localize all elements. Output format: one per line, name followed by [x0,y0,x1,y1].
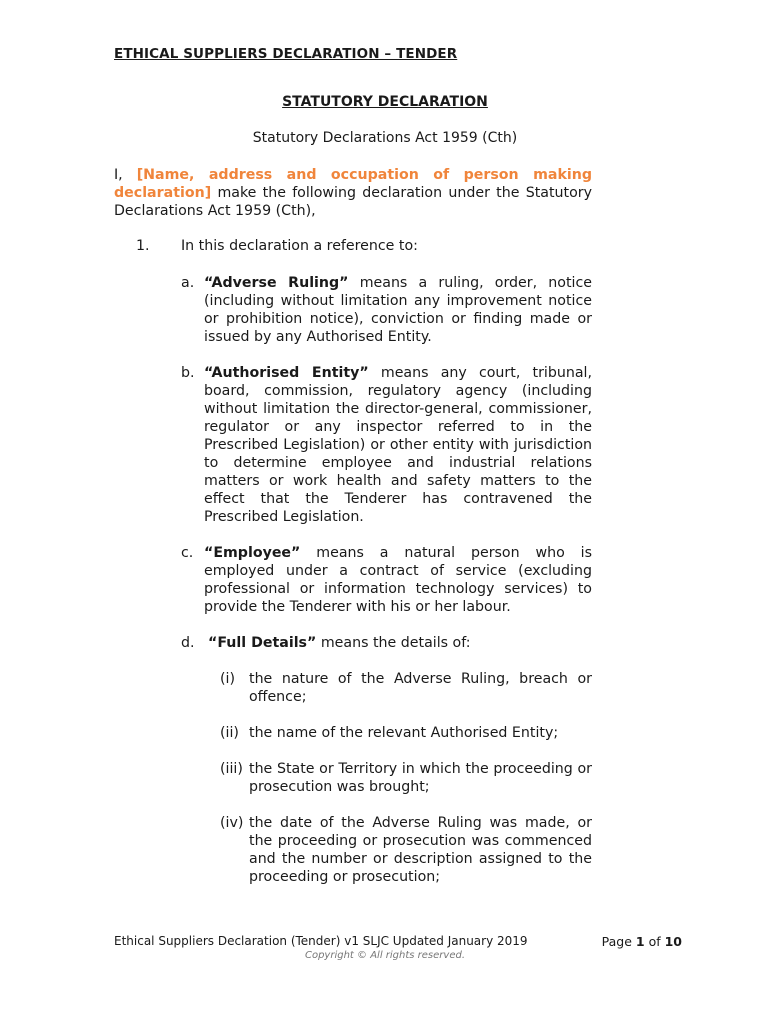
intro-prefix: I, [114,167,137,183]
page-current: 1 [635,934,645,949]
sub-item-number: (iii) [220,761,243,777]
page-title: STATUTORY DECLARATION [282,94,488,110]
sub-item-nature [220,670,592,706]
definition-full-details [181,634,592,652]
definition-term: “Employee” [204,545,301,561]
sub-item-number: (i) [220,671,236,687]
definition-label: b. [181,365,195,381]
declarant-placeholder[interactable]: [Name, address and occupation of person making declaration] [114,167,592,201]
definition-employee [181,544,592,616]
sub-item-text: the State or Territory in which the proceeding or prosecution was brought; [249,761,592,795]
sub-item-state [220,760,592,796]
intro-paragraph [114,166,592,220]
definition-text: means the details of: [316,635,471,651]
definition-term: “Adverse Ruling” [204,275,349,291]
definition-text: means any court, tribunal, board, commission, regulatory agency (including without limitation the director-general, commissioner, regulator or any inspector referred to in the Prescribed Legislation) or other entity with jurisdiction to determine employee and industrial relations matters or work health and safety matters to the effect that the Tenderer has contravened the Prescribed Legislation. [204,365,592,525]
clause-number: 1. [136,238,150,254]
copyright-notice: Copyright © All rights reserved. [304,950,465,961]
page-total: 10 [664,934,682,949]
sub-item-text: the date of the Adverse Ruling was made, or the proceeding or prosecution was commenced and the number or description assigned to the proceeding or prosecution; [249,815,592,885]
sub-item-text: the nature of the Adverse Ruling, breach or offence; [249,671,592,705]
definition-term: “Full Details” [208,635,317,651]
definition-adverse-ruling [181,274,592,346]
page-subtitle: Statutory Declarations Act 1959 (Cth) [252,130,518,146]
definition-label: a. [181,275,195,291]
definition-term: “Authorised Entity” [204,365,369,381]
definition-label: c. [181,545,194,561]
page-of: of [644,934,665,949]
intro-suffix: make the following declaration under the Statutory Declarations Act 1959 (Cth), [114,185,592,219]
page-number [602,934,682,949]
sub-item-number: (iv) [220,815,244,831]
page-prefix: Page [601,934,636,949]
sub-item-entity-name [220,724,592,742]
sub-item-number: (ii) [220,725,239,741]
definition-label: d. [181,635,195,651]
clause-text: In this declaration a reference to: [181,238,418,254]
definition-authorised-entity [181,364,592,526]
definition-text: means a ruling, order, notice (including without limitation any improvement notice or prohibition notice), conviction or finding made or issued by any Authorised Entity. [204,275,592,345]
footer-document-info: Ethical Suppliers Declaration (Tender) v1 SLJC Updated January 2019 [114,934,528,948]
sub-item-date [220,814,592,886]
definition-text: means a natural person who is employed under a contract of service (excluding professional or information technology services) to provide the Tenderer with his or her labour. [204,545,592,615]
document-header: ETHICAL SUPPLIERS DECLARATION – TENDER [114,46,458,62]
sub-item-text: the name of the relevant Authorised Entity; [249,725,559,741]
